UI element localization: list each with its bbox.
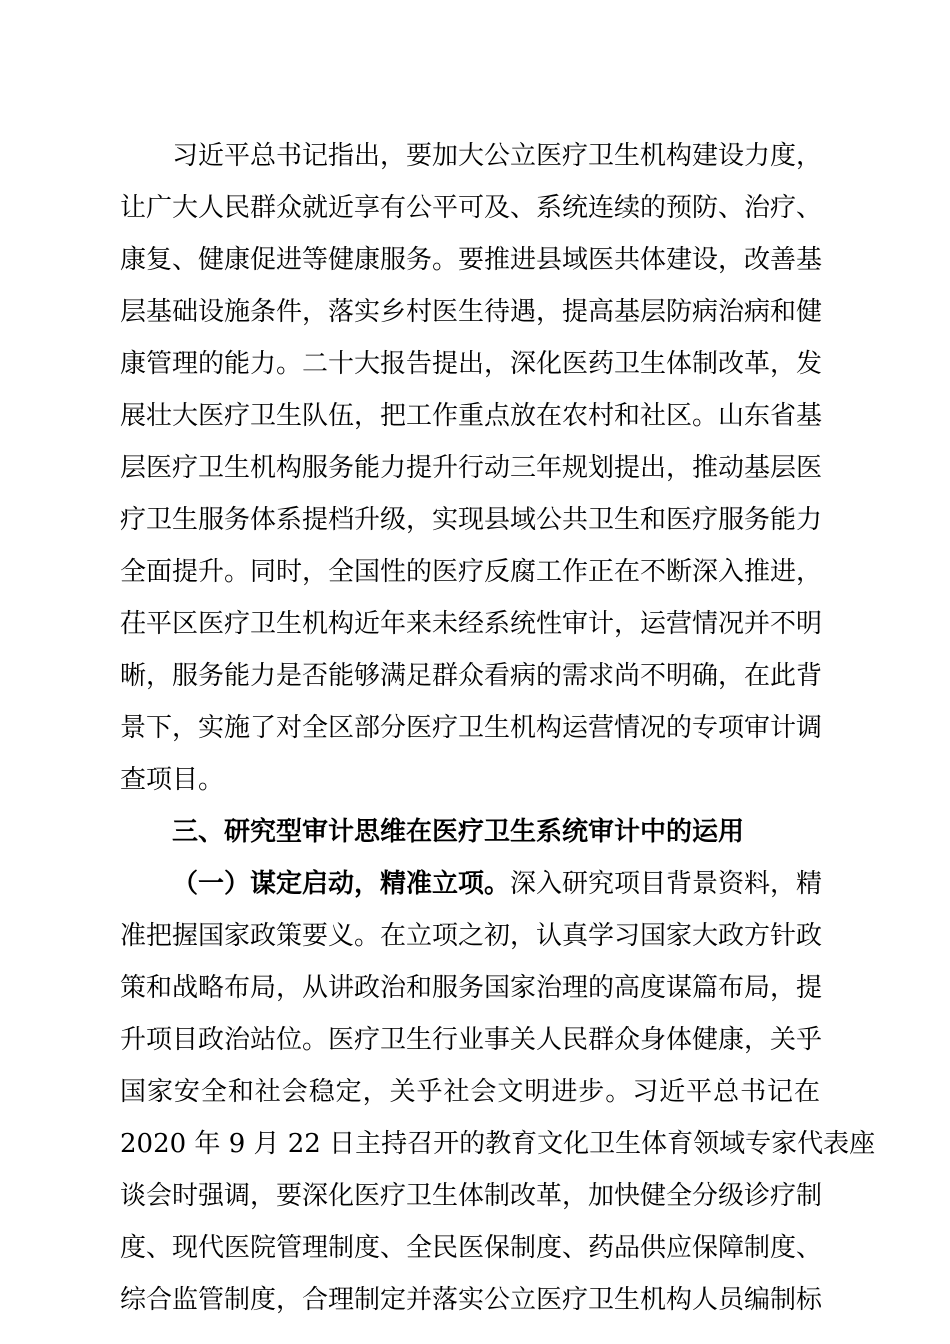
paragraph-line: 景下，实施了对全区部分医疗卫生机构运营情况的专项审计调 <box>120 713 823 743</box>
paragraph-line-rest: 深入研究项目背景资料，精 <box>510 869 823 899</box>
paragraph-line: 展壮大医疗卫生队伍，把工作重点放在农村和社区。山东省基 <box>120 401 823 431</box>
paragraph-line: 层医疗卫生机构服务能力提升行动三年规划提出，推动基层医 <box>120 453 823 483</box>
paragraph-line: 准把握国家政策要义。在立项之初，认真学习国家大政方针政 <box>120 921 823 951</box>
paragraph-line: 升项目政治站位。医疗卫生行业事关人民群众身体健康，关乎 <box>120 1025 823 1055</box>
paragraph-line: 度、现代医院管理制度、全民医保制度、药品供应保障制度、 <box>120 1233 823 1263</box>
paragraph-line: 全面提升。同时，全国性的医疗反腐工作正在不断深入推进， <box>120 557 823 587</box>
paragraph-line: 谈会时强调，要深化医疗卫生体制改革，加快健全分级诊疗制 <box>120 1181 823 1211</box>
section-heading: 三、研究型审计思维在医疗卫生系统审计中的运用 <box>172 817 745 847</box>
paragraph-line: 2020 年 9 月 22 日主持召开的教育文化卫生体育领域专家代表座 <box>120 1129 876 1159</box>
paragraph-line: 让广大人民群众就近享有公平可及、系统连续的预防、治疗、 <box>120 193 823 223</box>
paragraph-line: 康管理的能力。二十大报告提出，深化医药卫生体制改革，发 <box>120 349 823 379</box>
paragraph-line: 茌平区医疗卫生机构近年来未经系统性审计，运营情况并不明 <box>120 609 823 639</box>
paragraph-line: 疗卫生服务体系提档升级，实现县域公共卫生和医疗服务能力 <box>120 505 823 535</box>
paragraph-line: 策和战略布局，从讲政治和服务国家治理的高度谋篇布局，提 <box>120 973 823 1003</box>
paragraph-line: 晰，服务能力是否能够满足群众看病的需求尚不明确，在此背 <box>120 661 823 691</box>
subsection-title: （一）谋定启动，精准立项。 <box>172 869 511 899</box>
paragraph-line: 习近平总书记指出，要加大公立医疗卫生机构建设力度， <box>172 141 823 171</box>
paragraph-line: 康复、健康促进等健康服务。要推进县域医共体建设，改善基 <box>120 245 823 275</box>
paragraph-line: 综合监管制度，合理制定并落实公立医疗卫生机构人员编制标 <box>120 1285 823 1315</box>
paragraph-line: 国家安全和社会稳定，关乎社会文明进步。习近平总书记在 <box>120 1077 820 1107</box>
paragraph-line: 查项目。 <box>120 765 225 795</box>
paragraph-line: 层基础设施条件，落实乡村医生待遇，提高基层防病治病和健 <box>120 297 823 327</box>
subsection-first-line <box>172 858 823 910</box>
